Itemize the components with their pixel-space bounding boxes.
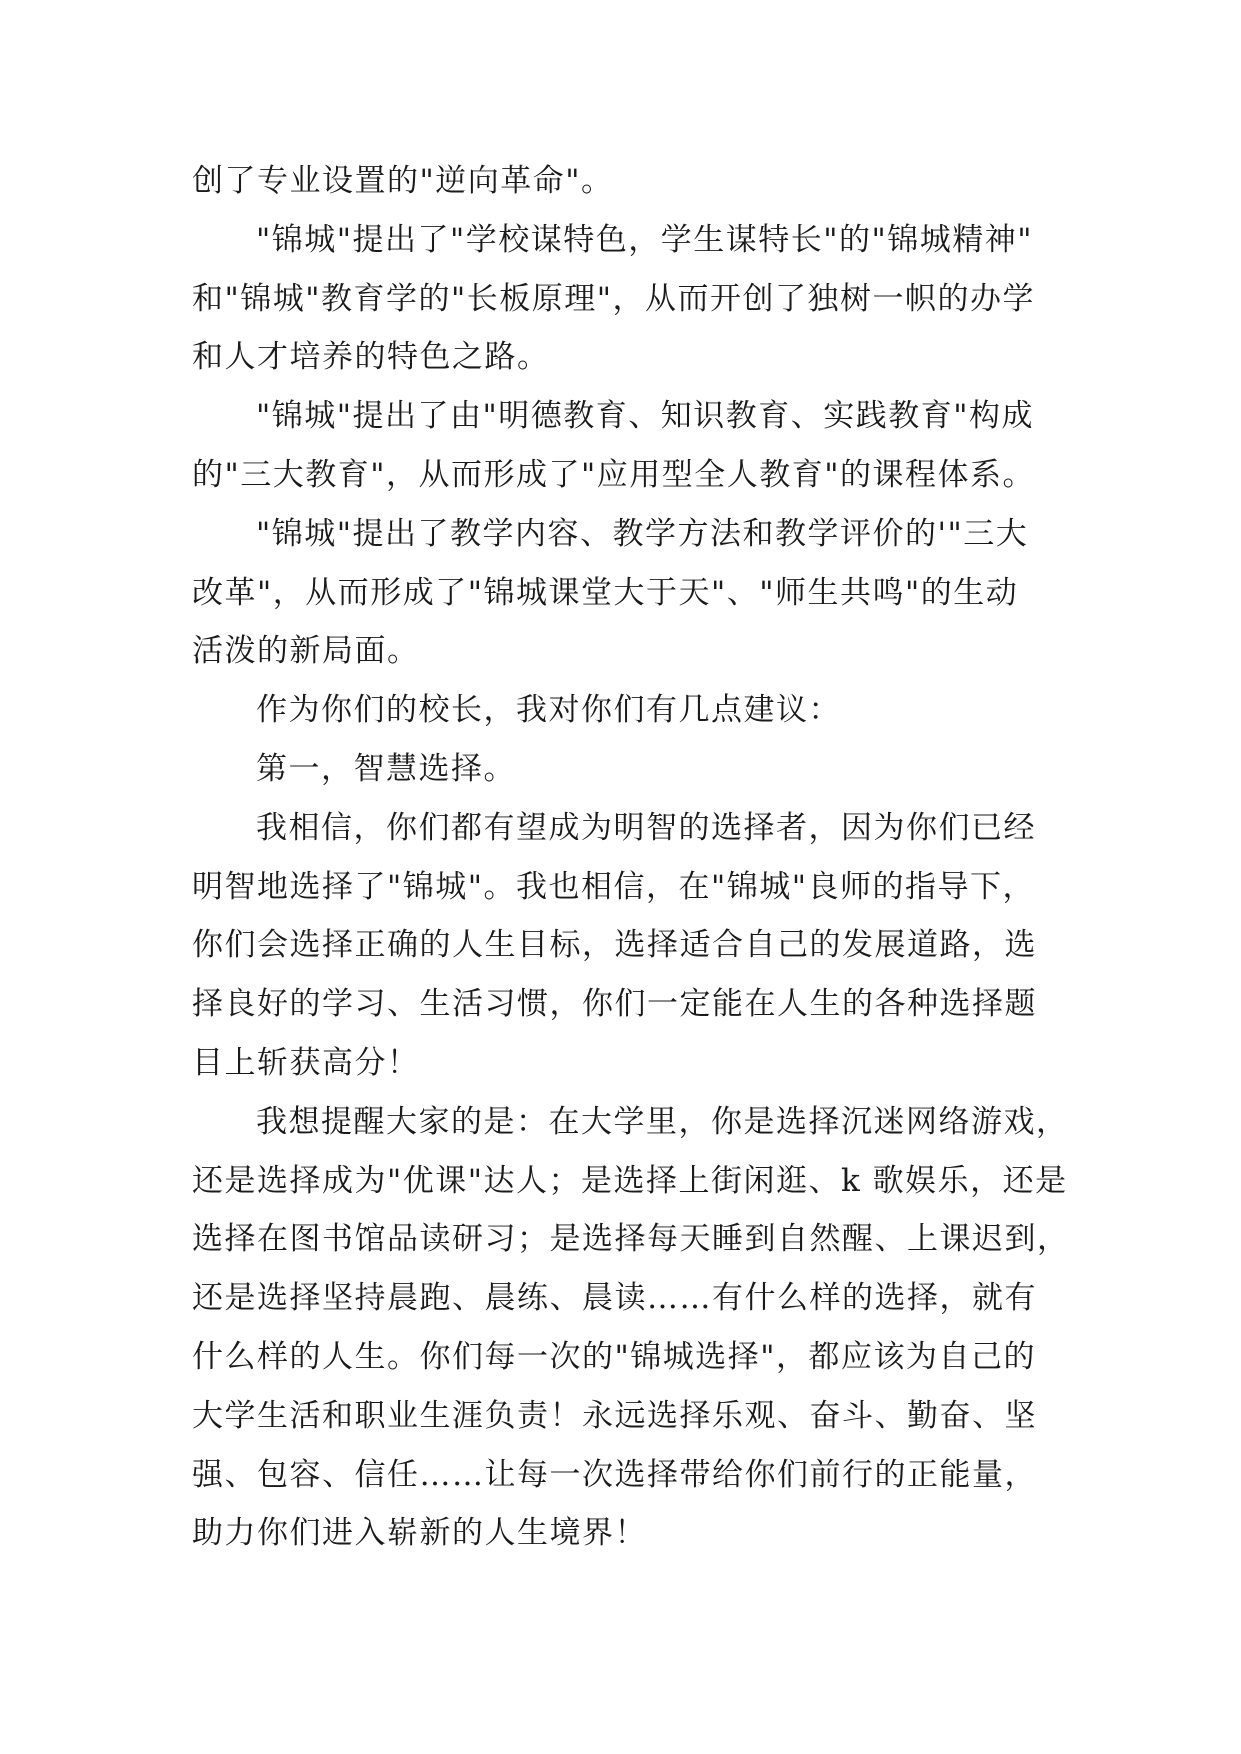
- text-line: 目上斩获高分！: [192, 1044, 420, 1081]
- text-line: 选择在图书馆品读研习；是选择每天睡到自然醒、上课迟到，: [192, 1221, 1070, 1258]
- text-line: 活泼的新局面。: [192, 633, 420, 670]
- text-line: 什么样的人生。你们每一次的"锦城选择"，都应该为自己的: [192, 1338, 1037, 1375]
- text-line: 还是选择成为"优课"达人；是选择上街闲逛、k 歌娱乐，还是: [192, 1162, 1068, 1199]
- text-line: 第一，智慧选择。: [256, 750, 516, 787]
- document-body: [192, 152, 1072, 1563]
- text-line: 和"锦城"教育学的"长板原理"，从而开创了独树一帜的办学: [192, 280, 1036, 317]
- text-line: "锦城"提出了"学校谋特色，学生谋特长"的"锦城精神": [256, 221, 1034, 258]
- text-line: 大学生活和职业生涯负责！永远选择乐观、奋斗、勤奋、坚: [192, 1397, 1037, 1434]
- text-line: 我相信，你们都有望成为明智的选择者，因为你们已经: [256, 809, 1036, 846]
- text-line: 创了专业设置的"逆向革命"。: [192, 163, 614, 199]
- text-line: "锦城"提出了由"明德教育、知识教育、实践教育"构成: [256, 398, 1035, 435]
- text-line: 明智地选择了"锦城"。我也相信，在"锦城"良师的指导下，: [192, 868, 1036, 905]
- text-line: 我想提醒大家的是：在大学里，你是选择沉迷网络游戏，: [256, 1103, 1069, 1140]
- text-line: "锦城"提出了教学内容、教学方法和教学评价的'"三大: [256, 515, 1029, 552]
- text-line: 择良好的学习、生活习惯，你们一定能在人生的各种选择题: [192, 986, 1037, 1023]
- text-line: 助力你们进入崭新的人生境界！: [192, 1515, 647, 1552]
- text-line: 你们会选择正确的人生目标，选择适合自己的发展道路，选: [192, 927, 1037, 964]
- text-line: 作为你们的校长，我对你们有几点建议：: [256, 692, 841, 729]
- text-line: 还是选择坚持晨跑、晨练、晨读……有什么样的选择，就有: [192, 1280, 1037, 1317]
- text-line: 的"三大教育"，从而形成了"应用型全人教育"的课程体系。: [192, 456, 1036, 493]
- text-line: 改革"，从而形成了"锦城课堂大于天"、"师生共鸣"的生动: [192, 574, 1019, 611]
- text-line: 和人才培养的特色之路。: [192, 339, 550, 376]
- text-line: 强、包容、信任……让每一次选择带给你们前行的正能量，: [192, 1456, 1037, 1493]
